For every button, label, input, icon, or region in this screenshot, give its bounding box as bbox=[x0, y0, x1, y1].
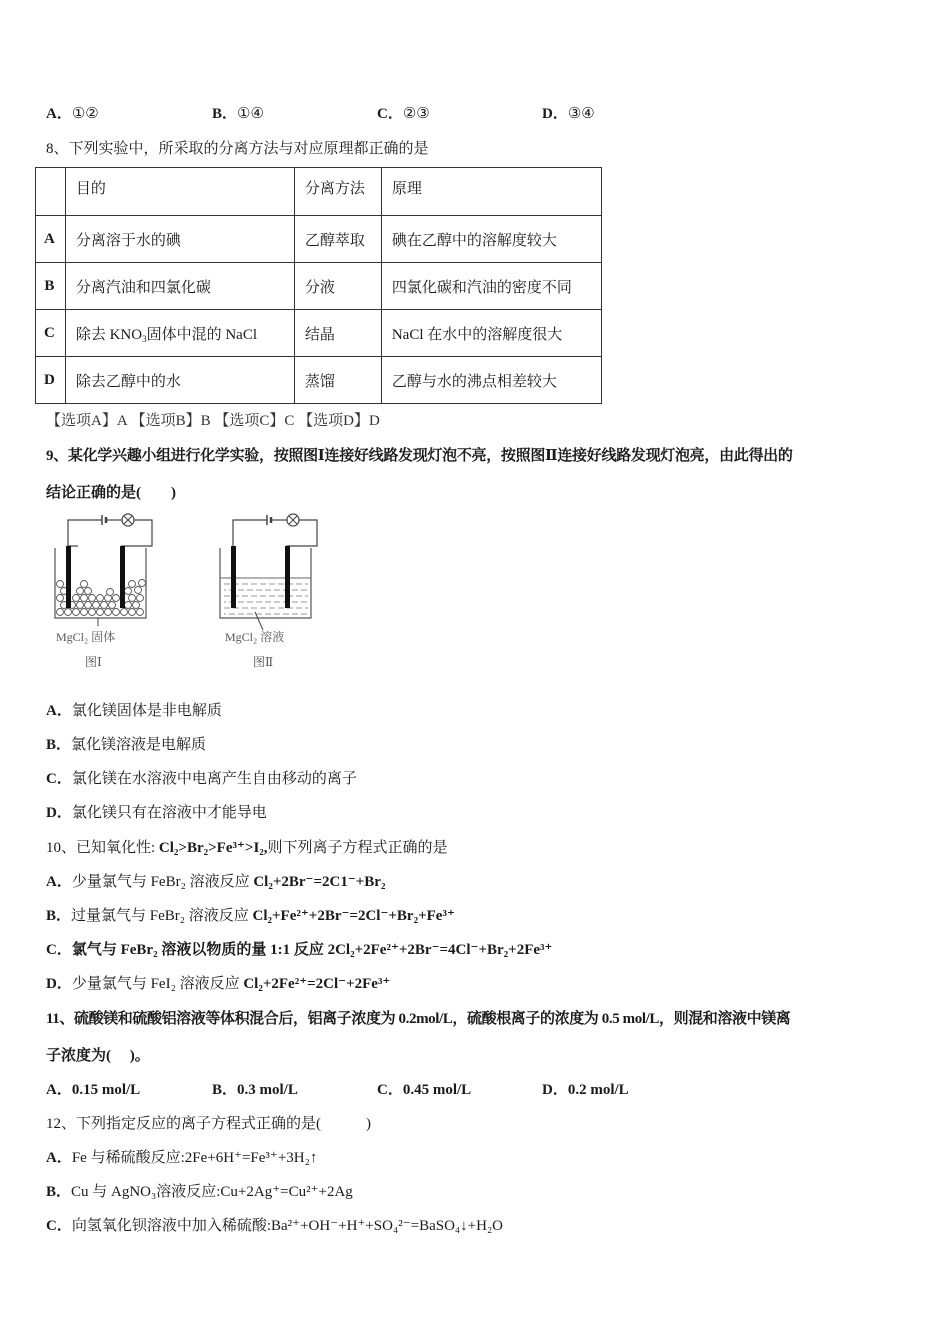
circuit-solution-icon bbox=[205, 508, 325, 638]
q9-option-c bbox=[46, 767, 357, 788]
option-letter: A． bbox=[46, 874, 72, 890]
option-letter: B． bbox=[212, 1082, 238, 1098]
header-method: 分离方法 bbox=[294, 168, 381, 216]
option-letter: C． bbox=[377, 1082, 403, 1098]
option-text: Fe 与稀硫酸反应:2Fe+6H⁺=Fe³⁺+3H₂↑ bbox=[71, 1150, 318, 1166]
option-letter: C． bbox=[377, 106, 403, 122]
q7-option-b bbox=[212, 102, 264, 123]
row-purpose: 分离溶于水的碘 bbox=[65, 216, 294, 263]
q10-option-b bbox=[46, 904, 455, 925]
row-principle: 乙醇与水的沸点相差较大 bbox=[381, 357, 601, 404]
q9-option-d bbox=[46, 801, 267, 822]
q8-choice-note: 【选项A】A 【选项B】B 【选项C】C 【选项D】D bbox=[46, 413, 380, 429]
stem-text: 则下列离子方程式正确的是 bbox=[267, 840, 448, 856]
table-row bbox=[36, 263, 602, 310]
q10-option-d bbox=[46, 972, 390, 993]
row-principle: 四氯化碳和汽油的密度不同 bbox=[381, 263, 601, 310]
q7-option-c bbox=[377, 102, 430, 123]
option-text: ②③ bbox=[402, 106, 430, 122]
q10-option-a bbox=[46, 870, 385, 891]
option-text: ③④ bbox=[567, 106, 595, 122]
option-text: 0.15 mol/L bbox=[71, 1082, 141, 1098]
table-row bbox=[36, 216, 602, 263]
figure-1-solid-circuit bbox=[40, 508, 160, 673]
q9-option-b bbox=[46, 733, 206, 754]
row-method: 分液 bbox=[294, 263, 381, 310]
stem-text: 10、已知氧化性: bbox=[46, 840, 159, 856]
circuit-solid-icon bbox=[40, 508, 160, 638]
figure-1-label: MgCl₂ 固体 bbox=[56, 630, 116, 644]
row-principle: NaCl 在水中的溶解度很大 bbox=[381, 310, 601, 357]
option-text: Cu 与 AgNO₃溶液反应:Cu+2Ag⁺=Cu²⁺+2Ag bbox=[71, 1184, 353, 1200]
q11-stem-line1: 11、硫酸镁和硫酸铝溶液等体积混合后，铝离子浓度为 0.2mol/L，硫酸根离子的浓度为 0.5 mol/L，则混和溶液中镁离 bbox=[46, 1011, 791, 1027]
q11-option-c bbox=[377, 1078, 471, 1099]
header-key bbox=[36, 168, 66, 216]
option-text: ①④ bbox=[237, 106, 264, 122]
option-letter: D． bbox=[542, 1082, 568, 1098]
row-purpose: 分离汽油和四氯化碳 bbox=[65, 263, 294, 310]
q12-option-a bbox=[46, 1146, 317, 1167]
option-text: 0.3 mol/L bbox=[237, 1082, 298, 1098]
option-letter: C． bbox=[46, 1218, 72, 1234]
option-text: 向氢氧化钡溶液中加入稀硫酸:Ba²⁺+OH⁻+H⁺+SO₄²⁻=BaSO₄↓+H₂O bbox=[71, 1218, 503, 1234]
q12-stem: 12、下列指定反应的离子方程式正确的是( ) bbox=[46, 1116, 371, 1132]
separation-table bbox=[35, 167, 602, 404]
option-text: 0.45 mol/L bbox=[402, 1082, 472, 1098]
option-desc: 少量氯气与 FeBr₂ 溶液反应 bbox=[71, 874, 250, 890]
q9-stem-line1: 9、某化学兴趣小组进行化学实验，按照图Ⅰ连接好线路发现灯泡不亮，按照图Ⅱ连接好线路发现灯泡亮，由此得出的 bbox=[46, 448, 793, 464]
row-method: 结晶 bbox=[294, 310, 381, 357]
q11-stem-line2: 子浓度为( )。 bbox=[46, 1048, 150, 1064]
row-key: B bbox=[36, 263, 66, 310]
option-text: 氯化镁在水溶液中电离产生自由移动的离子 bbox=[71, 771, 357, 787]
q11-option-b bbox=[212, 1078, 298, 1099]
figure-2-caption: 图Ⅱ bbox=[253, 655, 274, 669]
option-equation: Cl₂+2Fe²⁺=2Cl⁻+2Fe³⁺ bbox=[243, 976, 391, 992]
figure-2-label: MgCl₂ 溶液 bbox=[225, 630, 285, 644]
option-letter: A． bbox=[46, 106, 72, 122]
option-text: 0.2 mol/L bbox=[567, 1082, 629, 1098]
option-text: 氯化镁溶液是电解质 bbox=[71, 737, 207, 753]
q9-option-a bbox=[46, 699, 222, 720]
option-desc: 过量氯气与 FeBr₂ 溶液反应 bbox=[71, 908, 249, 924]
row-purpose bbox=[65, 310, 294, 357]
q9-stem-line2: 结论正确的是( ) bbox=[46, 485, 176, 501]
option-letter: B． bbox=[46, 737, 72, 753]
option-letter: B． bbox=[46, 1184, 72, 1200]
option-letter: C． bbox=[46, 771, 72, 787]
row-key: A bbox=[36, 216, 66, 263]
option-letter: D． bbox=[46, 805, 72, 821]
row-method: 蒸馏 bbox=[294, 357, 381, 404]
option-letter: B． bbox=[212, 106, 238, 122]
q10-option-c bbox=[46, 938, 552, 959]
option-equation: Cl₂+Fe²⁺+2Br⁻=2Cl⁻+Br₂+Fe³⁺ bbox=[252, 908, 455, 924]
table-row bbox=[36, 310, 602, 357]
q12-option-c bbox=[46, 1214, 503, 1235]
option-equation: Cl₂+2Br⁻=2C1⁻+Br₂ bbox=[253, 874, 386, 890]
q10-stem bbox=[46, 836, 448, 857]
option-equation: 2Cl₂+2Fe²⁺+2Br⁻=4Cl⁻+Br₂+2Fe³⁺ bbox=[327, 942, 553, 958]
option-text: ①② bbox=[71, 106, 99, 122]
q8-stem: 8、下列实验中，所采取的分离方法与对应原理都正确的是 bbox=[46, 141, 429, 157]
q7-option-a bbox=[46, 102, 99, 123]
table-header-row bbox=[36, 168, 602, 216]
option-letter: D． bbox=[46, 976, 72, 992]
header-principle: 原理 bbox=[381, 168, 601, 216]
option-letter: A． bbox=[46, 1082, 72, 1098]
row-principle: 碘在乙醇中的溶解度较大 bbox=[381, 216, 601, 263]
option-letter: A． bbox=[46, 1150, 72, 1166]
q11-option-d bbox=[542, 1078, 629, 1099]
option-letter: C． bbox=[46, 942, 72, 958]
purpose-text: 固体中混的 NaCl bbox=[146, 326, 258, 343]
q12-option-b bbox=[46, 1180, 353, 1201]
option-text: 氯化镁固体是非电解质 bbox=[71, 703, 222, 719]
purpose-text: 除去 KNO bbox=[75, 326, 143, 343]
row-method: 乙醇萃取 bbox=[294, 216, 381, 263]
stem-formula: Cl₂>Br₂>Fe³⁺>I₂, bbox=[158, 840, 268, 856]
row-key: C bbox=[36, 310, 66, 357]
q7-option-d bbox=[542, 102, 595, 123]
q11-option-a bbox=[46, 1078, 140, 1099]
header-purpose: 目的 bbox=[65, 168, 294, 216]
row-purpose: 除去乙醇中的水 bbox=[65, 357, 294, 404]
option-desc: 少量氯气与 FeI₂ 溶液反应 bbox=[71, 976, 240, 992]
figure-2-solution-circuit bbox=[205, 508, 325, 673]
figure-1-caption: 图Ⅰ bbox=[85, 655, 102, 669]
option-desc: 氯气与 FeBr₂ 溶液以物质的量 1:1 反应 bbox=[71, 942, 324, 958]
option-letter: A． bbox=[46, 703, 72, 719]
option-letter: B． bbox=[46, 908, 72, 924]
option-letter: D． bbox=[542, 106, 568, 122]
table-row bbox=[36, 357, 602, 404]
row-key: D bbox=[36, 357, 66, 404]
subscript: 3 bbox=[142, 333, 147, 344]
option-text: 氯化镁只有在溶液中才能导电 bbox=[71, 805, 267, 821]
